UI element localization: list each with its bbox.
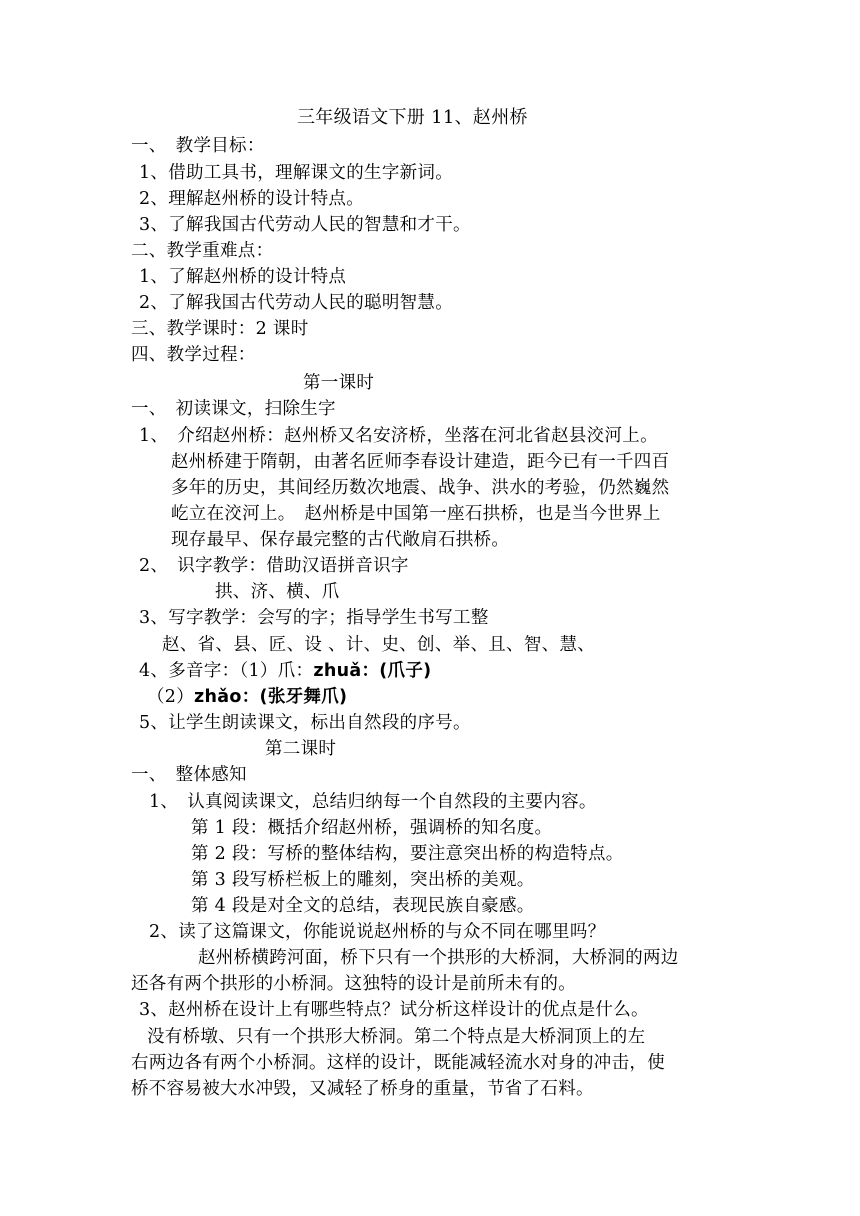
text-line: 1、 介绍赵州桥：赵州桥又名安济桥，坐落在河北省赵县洨河上。 [139, 426, 658, 446]
text-line: 1、借助工具书，理解课文的生字新词。 [139, 163, 454, 183]
subsection-heading: 一、 整体感知 [131, 765, 247, 785]
text-line: 拱、济、横、爪 [215, 582, 340, 602]
text-line: 桥不容易被大水冲毁，又减轻了桥身的重量，节省了石料。 [131, 1079, 594, 1099]
text-line [147, 684, 347, 710]
lesson-heading: 第二课时 [265, 739, 337, 759]
text-line: 右两边各有两个小桥洞。这样的设计，既能减轻流水对身的冲击，使 [131, 1053, 665, 1073]
text-line: 1、了解赵州桥的设计特点 [139, 267, 347, 287]
text-line: 第 3 段写桥栏板上的雕刻，突出桥的美观。 [191, 870, 535, 890]
text-line: 屹立在洨河上。 赵州桥是中国第一座石拱桥，也是当今世界上 [171, 504, 661, 524]
text-line: 5、让学生朗读课文，标出自然段的序号。 [139, 713, 471, 733]
text-line: 2、理解赵州桥的设计特点。 [139, 189, 365, 209]
lesson-heading: 第一课时 [303, 373, 375, 393]
pinyin-emphasis: zhǎo：(张牙舞爪) [194, 687, 348, 707]
section-heading: 二、教学重难点： [131, 241, 274, 261]
text-line: 现存最早、保存最完整的古代敞肩石拱桥。 [171, 530, 510, 550]
text-line: 2、 识字教学：借助汉语拼音识字 [139, 556, 409, 576]
text-line: 2、了解我国古代劳动人民的聪明智慧。 [139, 293, 454, 313]
section-heading: 三、教学课时：2 课时 [131, 319, 309, 339]
text-line [139, 658, 431, 684]
text-line: 3、了解我国古代劳动人民的智慧和才干。 [139, 215, 471, 235]
section-heading: 一、 教学目标： [131, 136, 265, 156]
text-segment: 4、多音字：（1）爪： [139, 661, 314, 681]
text-line: 2、读了这篇课文，你能说说赵州桥的与众不同在哪里吗？ [149, 922, 606, 942]
text-line: 第 2 段：写桥的整体结构，要注意突出桥的构造特点。 [191, 844, 624, 864]
text-line: 没有桥墩、只有一个拱形大桥洞。第二个特点是大桥洞顶上的左 [147, 1027, 646, 1047]
subsection-heading: 一、 初读课文，扫除生字 [131, 399, 336, 419]
text-line: 第 1 段：概括介绍赵州桥，强调桥的知名度。 [191, 818, 553, 838]
text-segment: （2） [147, 687, 195, 707]
section-heading: 四、教学过程： [131, 345, 256, 365]
text-line: 还各有两个拱形的小桥洞。这独特的设计是前所未有的。 [131, 974, 576, 994]
text-line: 3、赵州桥在设计上有哪些特点？试分析这样设计的优点是什么。 [139, 1000, 649, 1020]
text-line: 赵州桥横跨河面，桥下只有一个拱形的大桥洞，大桥洞的两边 [198, 948, 679, 968]
text-line: 3、写字教学：会写的字；指导学生书写工整 [139, 608, 489, 628]
text-line: 赵州桥建于隋朝，由著名匠师李春设计建造，距今已有一千四百 [171, 452, 670, 472]
text-line: 第 4 段是对全文的总结，表现民族自豪感。 [191, 896, 535, 916]
pinyin-emphasis: zhuǎ：(爪子) [313, 661, 432, 681]
text-line: 1、 认真阅读课文，总结归纳每一个自然段的主要内容。 [149, 792, 597, 812]
text-line: 多年的历史，其间经历数次地震、战争、洪水的考验，仍然巍然 [171, 478, 670, 498]
text-line: 赵、省、县、匠、设 、计、史、创、举、且、智、慧、 [162, 635, 596, 655]
page-title: 三年级语文下册 11、赵州桥 [297, 107, 528, 128]
